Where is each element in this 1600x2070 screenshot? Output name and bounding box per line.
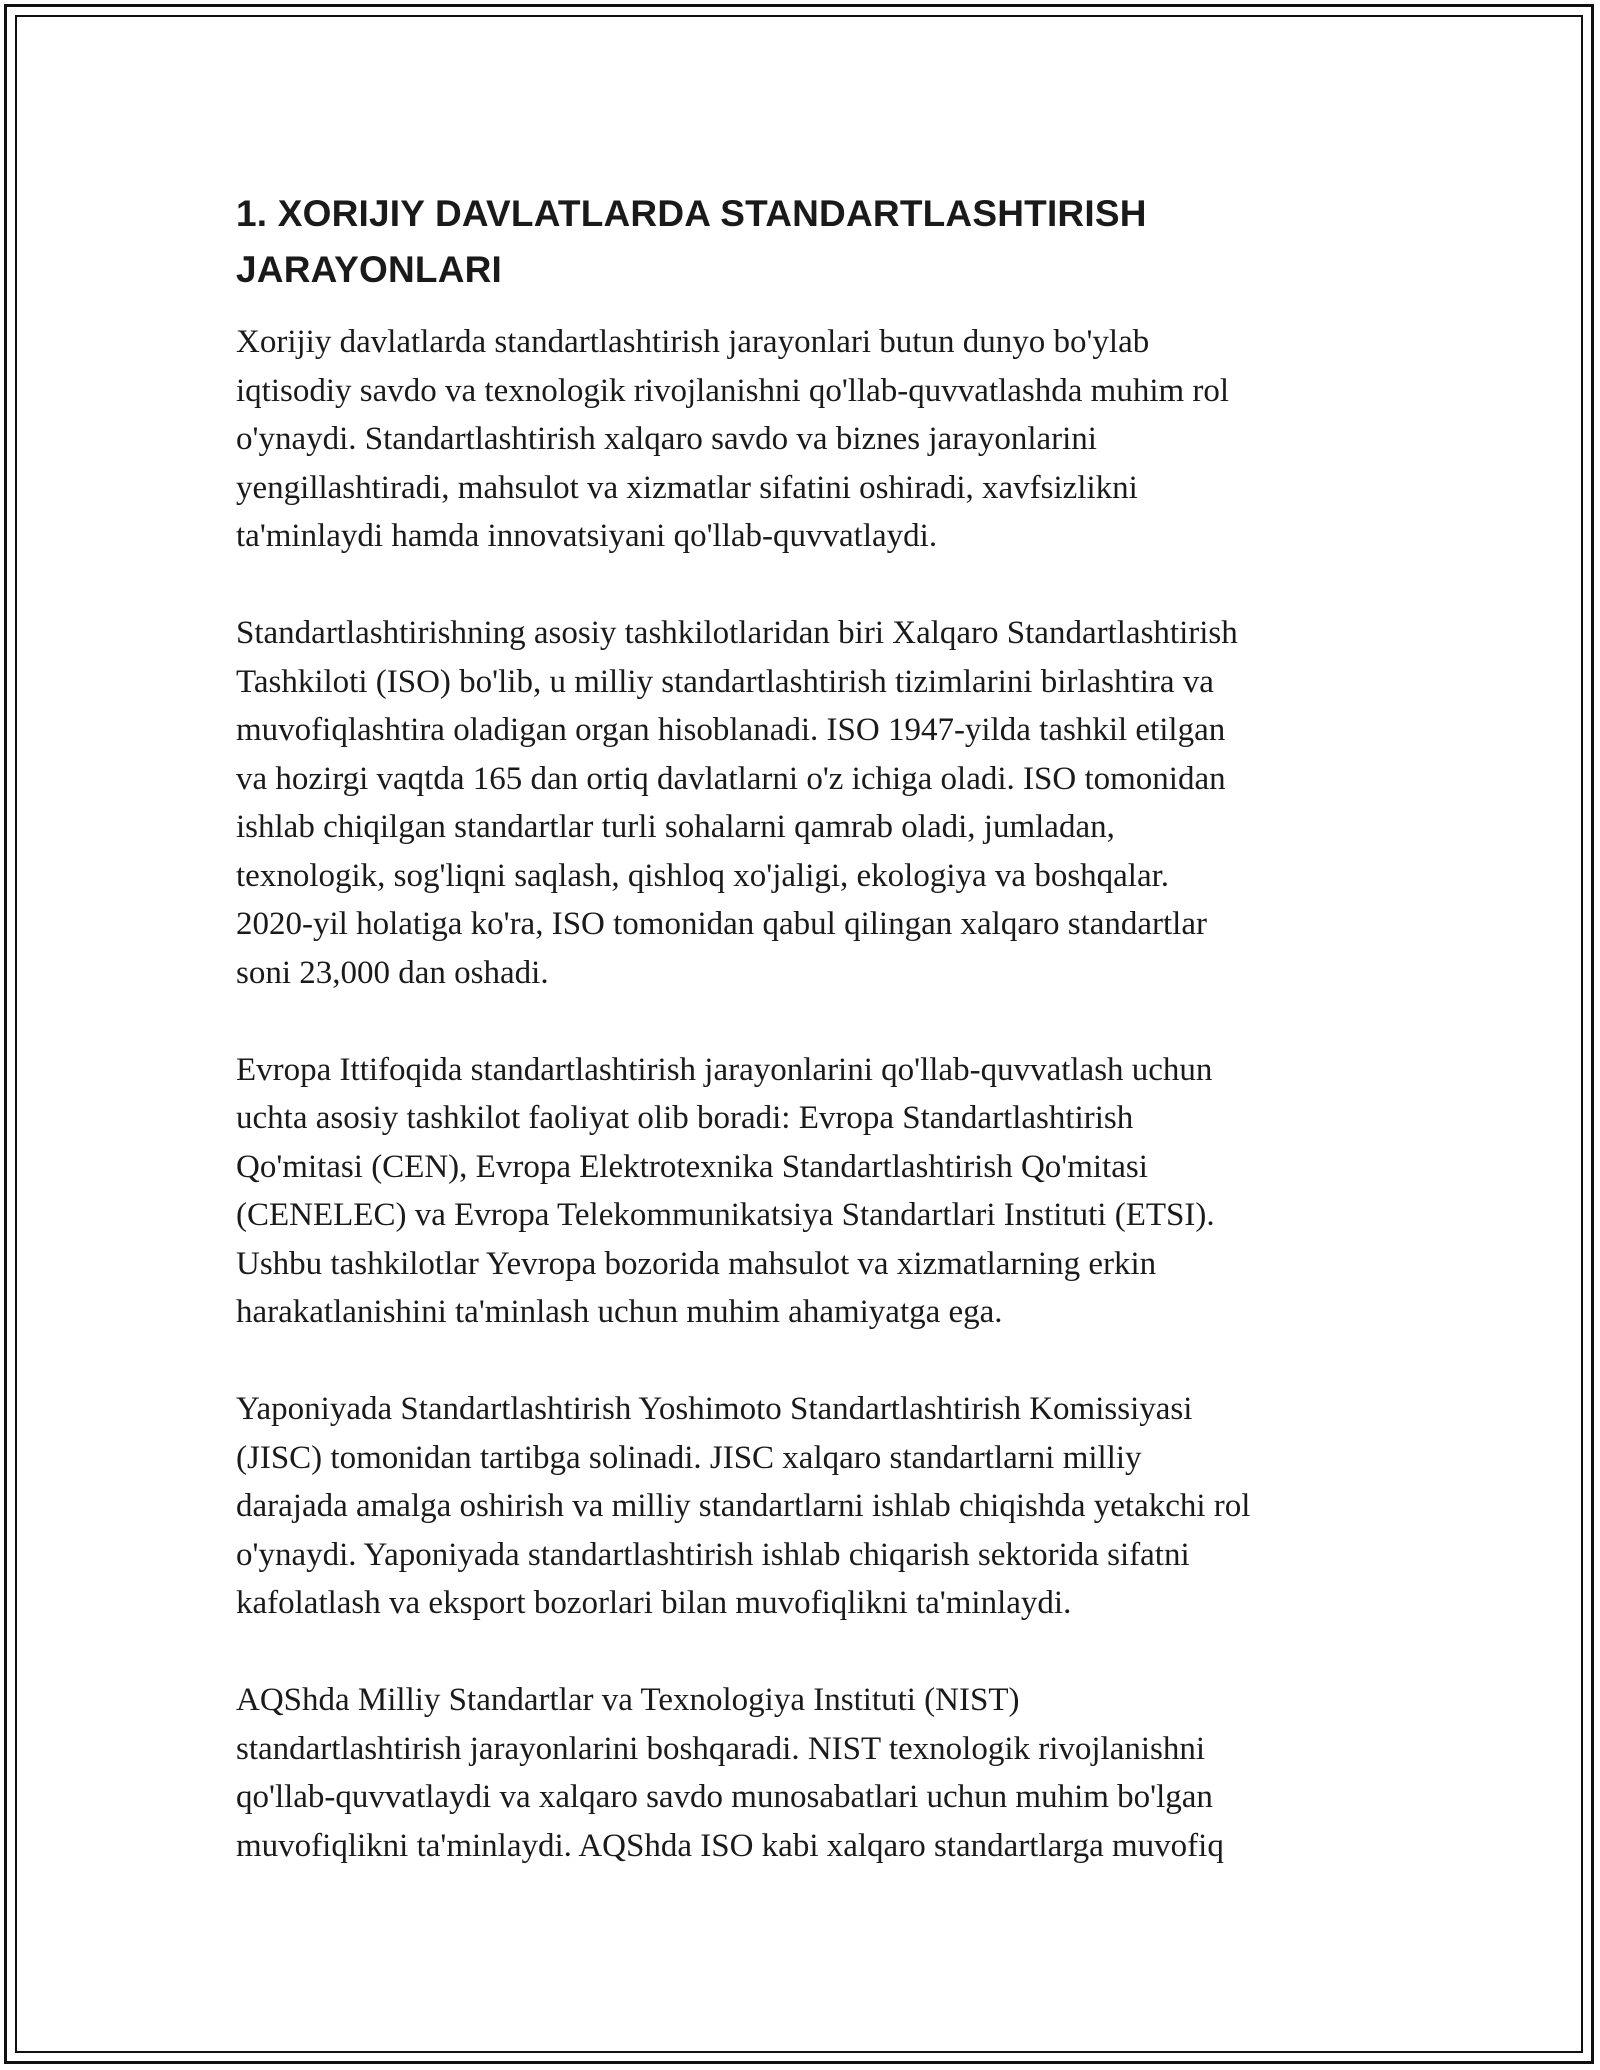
text-line: soni 23,000 dan oshadi.: [236, 954, 549, 991]
text-line: ishlab chiqilgan standartlar turli sohalarni qamrab oladi, jumladan,: [236, 809, 1115, 845]
text-line: standartlashtirish jarayonlarini boshqaradi. NIST texnologik rivojlanishni: [236, 1730, 1206, 1767]
paragraph-japan: [236, 1385, 1376, 1628]
text-line: darajada amalga oshirish va milliy standartlarni ishlab chiqishda yetakchi rol: [236, 1488, 1251, 1524]
text-line: harakatlanishini ta'minlash uchun muhim ahamiyatga ega.: [236, 1294, 1003, 1330]
document-body: [236, 186, 1376, 1870]
text-line: Ushbu tashkilotlar Yevropa bozorida mahsulot va xizmatlarning erkin: [236, 1245, 1157, 1282]
paragraph-usa: [236, 1676, 1376, 1870]
text-line: qo'llab-quvvatlaydi va xalqaro savdo munosabatlari uchun muhim bo'lgan: [236, 1779, 1213, 1815]
text-line: Evropa Ittifoqida standartlashtirish jarayonlarini qo'llab-quvvatlash uchun: [236, 1051, 1213, 1088]
text-line: (JISC) tomonidan tartibga solinadi. JISC xalqaro standartlarni milliy: [236, 1439, 1142, 1476]
paragraph-intro: [236, 318, 1376, 561]
text-line: Xorijiy davlatlarda standartlashtirish jarayonlari butun dunyo bo'ylab: [236, 324, 1150, 360]
text-line: iqtisodiy savdo va texnologik rivojlanishni qo'llab-quvvatlashda muhim rol: [236, 372, 1230, 409]
text-line: va hozirgi vaqtda 165 dan ortiq davlatlarni o'z ichiga oladi. ISO tomonidan: [236, 760, 1226, 797]
text-line: Qo'mitasi (CEN), Evropa Elektrotexnika Standartlashtirish Qo'mitasi: [236, 1148, 1148, 1185]
text-line: yengillashtiradi, mahsulot va xizmatlar sifatini oshiradi, xavfsizlikni: [236, 469, 1138, 506]
paragraph-eu: [236, 1046, 1376, 1337]
text-line: 2020-yil holatiga ko'ra, ISO tomonidan qabul qilingan xalqaro standartlar: [236, 906, 1207, 942]
section-title-line: 1. XORIJIY DAVLATLARDA STANDARTLASHTIRISH: [236, 193, 1147, 234]
text-line: Yaponiyada Standartlashtirish Yoshimoto Standartlashtirish Komissiyasi: [236, 1391, 1193, 1427]
text-line: texnologik, sog'liqni saqlash, qishloq xo'jaligi, ekologiya va boshqalar.: [236, 857, 1170, 894]
section-title: [236, 186, 1376, 298]
text-line: kafolatlash va eksport bozorlari bilan muvofiqlikni ta'minlaydi.: [236, 1585, 1072, 1621]
text-line: Standartlashtirishning asosiy tashkilotlaridan biri Xalqaro Standartlashtirish: [236, 615, 1238, 651]
text-line: muvofiqlashtira oladigan organ hisoblanadi. ISO 1947-yilda tashkil etilgan: [236, 712, 1226, 748]
text-line: (CENELEC) va Evropa Telekommunikatsiya Standartlari Instituti (ETSI).: [236, 1197, 1215, 1233]
text-line: Tashkiloti (ISO) bo'lib, u milliy standartlashtirish tizimlarini birlashtira va: [236, 663, 1214, 700]
text-line: uchta asosiy tashkilot faoliyat olib boradi: Evropa Standartlashtirish: [236, 1100, 1134, 1136]
text-line: o'ynaydi. Yaponiyada standartlashtirish ishlab chiqarish sektorida sifatni: [236, 1536, 1190, 1573]
text-line: AQShda Milliy Standartlar va Texnologiya Instituti (NIST): [236, 1682, 1020, 1718]
section-title-line: JARAYONLARI: [236, 249, 503, 290]
text-line: muvofiqlikni ta'minlaydi. AQShda ISO kabi xalqaro standartlarga muvofiq: [236, 1827, 1224, 1864]
text-line: ta'minlaydi hamda innovatsiyani qo'llab-quvvatlaydi.: [236, 518, 938, 554]
paragraph-iso: [236, 609, 1376, 997]
text-line: o'ynaydi. Standartlashtirish xalqaro savdo va biznes jarayonlarini: [236, 421, 1097, 457]
